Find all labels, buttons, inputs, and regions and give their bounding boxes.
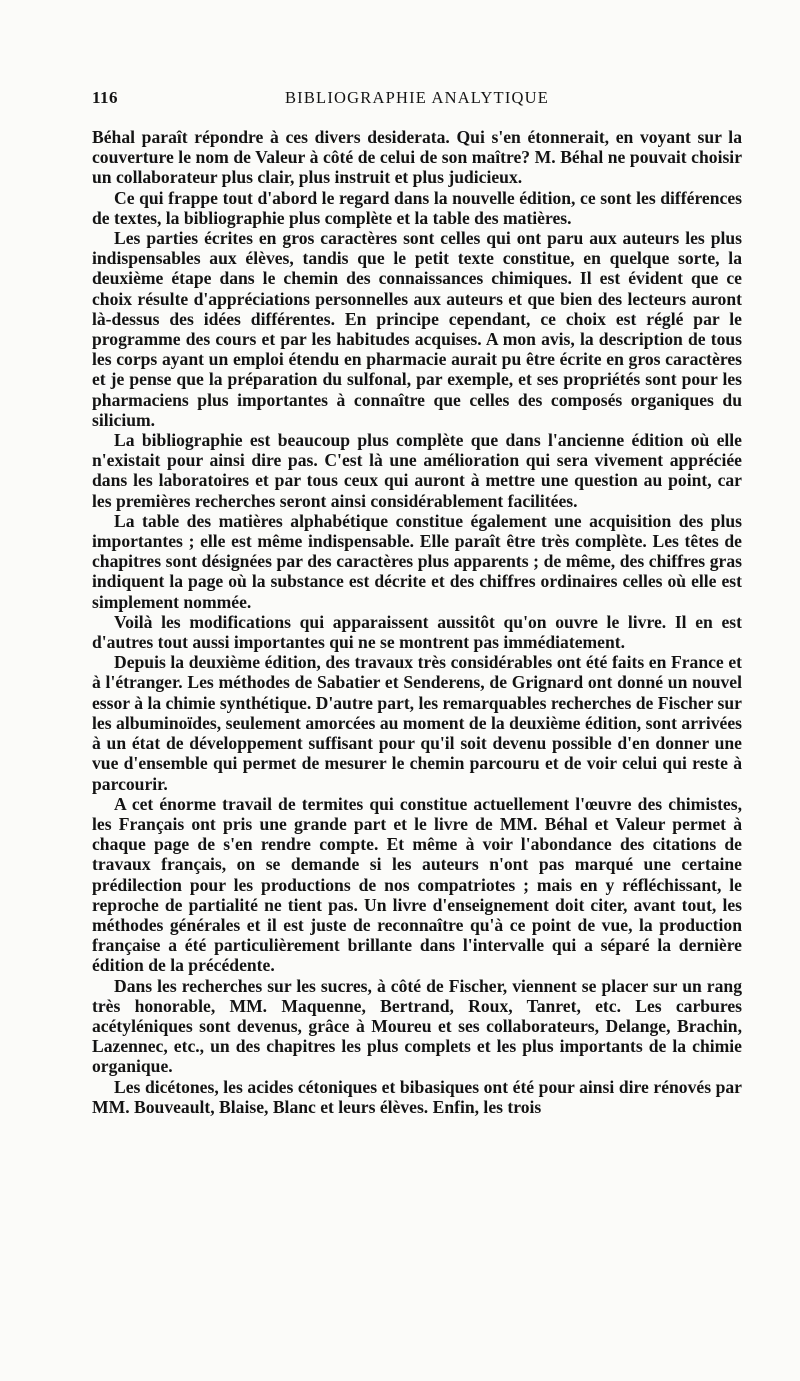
paragraph: Depuis la deuxième édition, des travaux très considérables ont été faits en France et à l'étranger. Les méthodes de Sabatier et Senderens, de Grignard ont donné un nouvel essor à la chimie synthétique. D'autre part, les remarquables recherches de Fischer sur les albuminoïdes, seulement amorcées au moment de la deuxième édition, sont arrivées à un état de développement suffisant pour qu'il soit devenu possible d'en donner une vue d'ensemble qui permet de mesurer le chemin parcouru et de voir celui qui reste à parcourir. (92, 652, 742, 794)
page-body (92, 127, 742, 1117)
page-header (92, 88, 742, 112)
paragraph: Les parties écrites en gros caractères sont celles qui ont paru aux auteurs les plus indispensables aux élèves, tandis que le petit texte constitue, en quelque sorte, la deuxième étape dans le chemin des connaissances chimiques. Il est évident que ce choix résulte d'appréciations personnelles aux auteurs et que bien des lecteurs auront là-dessus des idées différentes. En principe cependant, ce choix est réglé par le programme des cours et par les habitudes acquises. A mon avis, la description de tous les corps ayant un emploi étendu en pharmacie aurait pu être écrite en gros caractères et je pense que la préparation du sulfonal, par exemple, et ses propriétés sont pour les pharmaciens plus importantes à connaître que celles des composés organiques du silicium. (92, 228, 742, 430)
paragraph: Béhal paraît répondre à ces divers desiderata. Qui s'en étonnerait, en voyant sur la couverture le nom de Valeur à côté de celui de son maître? M. Béhal ne pouvait choisir un collaborateur plus clair, plus instruit et plus judicieux. (92, 127, 742, 188)
paragraph: La table des matières alphabétique constitue également une acquisition des plus importantes ; elle est même indispensable. Elle paraît être très complète. Les têtes de chapitres sont désignées par des caractères plus apparents ; de même, des chiffres gras indiquent la page où la substance est décrite et des chiffres ordinaires celles où elle est simplement nommée. (92, 510, 742, 612)
paragraph: Les dicétones, les acides cétoniques et bibasiques ont été pour ainsi dire rénovés par MM. Bouveault, Blaise, Blanc et leurs élèves. Enfin, les trois (92, 1076, 742, 1117)
paragraph: A cet énorme travail de termites qui constitue actuellement l'œuvre des chimistes, les Français ont pris une grande part et le livre de MM. Béhal et Valeur permet à chaque page de s'en rendre compte. Et même à voir l'abondance des citations de travaux français, on se demande si les auteurs n'ont pas marqué une certaine prédilection pour les productions de nos compatriotes ; mais en y réfléchissant, le reproche de partialité ne tient pas. Un livre d'enseignement doit citer, avant tout, les méthodes générales et il est juste de reconnaître qu'à ce point de vue, la production française a été particulièrement brillante dans l'intervalle qui a séparé la dernière édition de la précédente. (92, 793, 742, 976)
page-number: 116 (92, 88, 119, 107)
paragraph: Ce qui frappe tout d'abord le regard dans la nouvelle édition, ce sont les différences de textes, la bibliographie plus complète et la table des matières. (92, 187, 742, 228)
paragraph: La bibliographie est beaucoup plus complète que dans l'ancienne édition où elle n'existait pour ainsi dire pas. C'est là une amélioration qui sera vivement appréciée dans les laboratoires et par tous ceux qui auront à mettre une question au point, car les premières recherches seront ainsi considérablement facilitées. (92, 430, 742, 511)
paragraph: Voilà les modifications qui apparaissent aussitôt qu'on ouvre le livre. Il en est d'autres tout aussi importantes qui ne se montrent pas immédiatement. (92, 611, 742, 653)
paragraph: Dans les recherches sur les sucres, à côté de Fischer, viennent se placer sur un rang très honorable, MM. Maquenne, Bertrand, Roux, Tanret, etc. Les carbures acétyléniques sont devenus, grâce à Moureu et ses collaborateurs, Delange, Brachin, Lazennec, etc., un des chapitres les plus complets et les plus importants de la chimie organique. (92, 975, 742, 1077)
running-title: BIBLIOGRAPHIE ANALYTIQUE (284, 88, 550, 107)
